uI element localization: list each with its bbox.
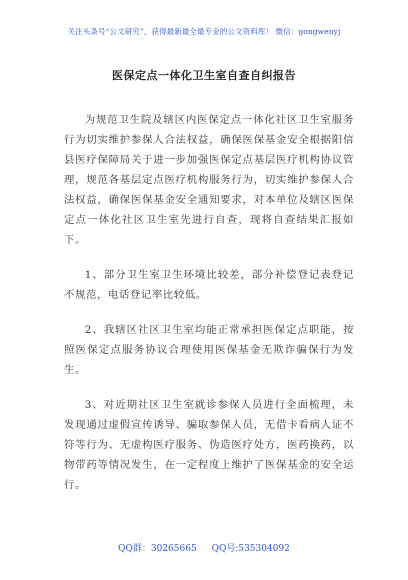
footer-qq-group: QQ群：30265665: [118, 544, 197, 554]
footer-contact: [0, 541, 408, 554]
paragraph-item-2: 2、我辖区社区卫生室均能正常承担医保定点职能，按照医保定点服务协议合理使用医保基金无欺诈骗保行为发生。: [64, 324, 354, 376]
document-title: 医保定点一体化卫生室自查自纠报告: [112, 69, 296, 82]
paragraph-intro: 为规范卫生院及辖区内医保定点一体化社区卫生室服务行为切实维护参保人合法权益，确保医保基金安全根据阳信县医疗保障局关于进一步加强医保定点基层医疗机构协议管理，规范各基层定点医疗机构服务行为，切实维护参保人合法权益，确保医保基金安全通知要求，对本单位及辖区医保定点一体化社区卫生室先进行自查，现将自查结果汇报如下。: [64, 114, 354, 246]
paragraph-item-1: 1、部分卫生室卫生环境比较差，部分补偿登记表登记不规范，电话登记率比较低。: [64, 269, 354, 301]
paragraph-item-3: 3、对近期社区卫生室就诊参保人员进行全面梳理，未发现通过虚假宣传诱导、骗取参保人员，无借卡看病人证不符等行为、无虚构医疗服务、伪造医疗处方，医药换药，以物带药等情况发生，在一定程度上维护了医保基金的安全运行。: [64, 399, 354, 491]
footer-qq-number: QQ号:535304092: [211, 544, 290, 554]
header-promo-note: 关注头条号“公文研究”，获得最新最全最专业的公文资料库！ 微信：gongwenyj: [67, 27, 341, 36]
document-body: [64, 110, 354, 510]
